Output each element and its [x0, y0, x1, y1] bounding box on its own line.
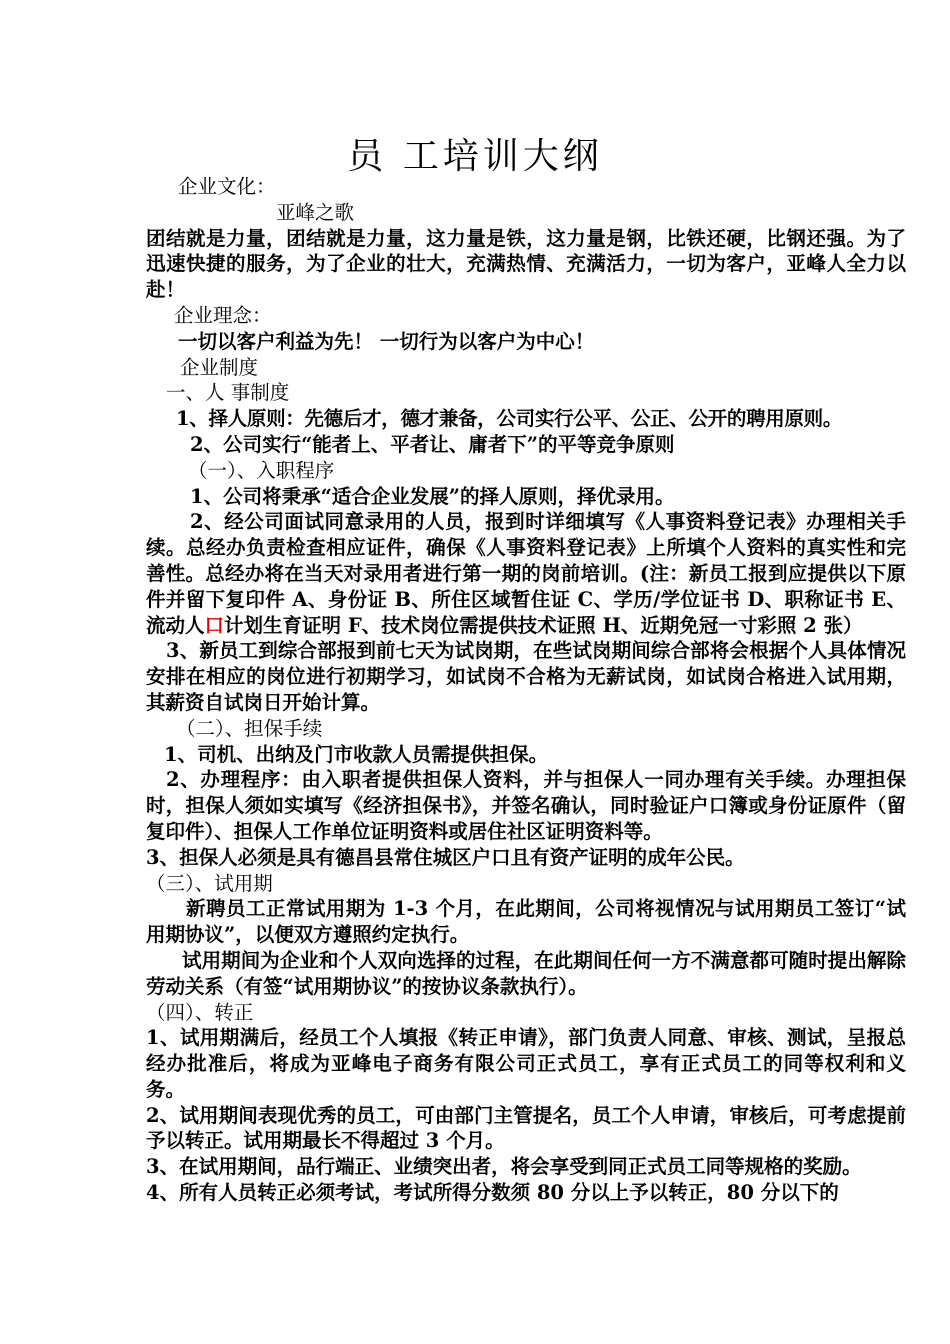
system-heading: 企业制度 — [180, 355, 259, 379]
document-title: 员 工培训大纲 — [347, 136, 603, 177]
section-3-heading: （三）、试用期 — [146, 871, 273, 895]
hr-item-2: 2、公司实行“能者上、平者让、庸者下”的平等竞争原则 — [190, 432, 675, 456]
section-1-item-3-text: 3、新员工到综合部报到前七天为试岗期，在些试岗期间综合部将会根据个人具体情况安排在相应的岗位进行初期学习，如试岗不合格为无薪试岗，如试岗合格进入试用期，其薪资自试岗日开始计算。 — [146, 639, 906, 714]
section-3-paragraph-1-text: 新聘员工正常试用期为 1-3 个月，在此期间，公司将视情况与试用期员工签订“试用期协议”，以便双方遵照约定执行。 — [146, 897, 906, 947]
section-1-item-2-text-b: 计划生育证明 F、技术岗位需提供技术证照 H、近期免冠一寸彩照 2 张） — [224, 613, 863, 637]
section-4-item-4: 4、所有人员转正必须考试，考试所得分数须 80 分以上予以转正，80 分以下的 — [146, 1181, 839, 1205]
section-1-item-2-text-a: 2、经公司面试同意录用的人员，报到时详细填写《人事资料登记表》办理相关手续。总经办负责检查相应证件，确保《人事资料登记表》上所填个人资料的真实性和完善性。总经办将在当天对录用者进行第一期的岗前培训。(注：新员工报到应提供以下原件并留下复印件 A、身份证 B、所住区域暂住证 C、学历/学位证书 D、职称证书 E、流动人 — [146, 510, 906, 637]
hr-heading: 一、人 事制度 — [166, 381, 290, 405]
section-2-item-2 — [146, 767, 906, 844]
song-title: 亚峰之歌 — [276, 200, 355, 224]
section-1-heading: （一）、入职程序 — [188, 458, 335, 482]
section-3-paragraph-2 — [146, 948, 906, 1000]
hr-item-1: 1、择人原则：先德后才，德才兼备，公司实行公平、公正、公开的聘用原则。 — [176, 407, 843, 431]
section-3-paragraph-1 — [146, 896, 906, 948]
section-1-item-3 — [146, 638, 906, 715]
idea-heading: 企业理念： — [174, 303, 272, 327]
section-4-item-2: 2、试用期间表现优秀的员工，可由部门主管提名，员工个人申请，审核后，可考虑提前予以转正。试用期最长不得超过 3 个月。 — [146, 1103, 906, 1153]
idea-text: 一切以客户利益为先！ 一切行为以客户为中心！ — [178, 329, 595, 353]
section-1-item-1: 1、公司将秉承“适合企业发展”的择人原则，择优录用。 — [190, 484, 675, 508]
section-3-paragraph-2-text: 试用期间为企业和个人双向选择的过程，在此期间任何一方不满意都可随时提出解除劳动关系（有签“试用期协议”的按协议条款执行）。 — [146, 948, 906, 998]
document-body — [146, 174, 906, 1206]
section-4-item-3: 3、在试用期间，品行端正、业绩突出者，将会享受到同正式员工同等规格的奖励。 — [146, 1155, 862, 1179]
section-2-item-1: 1、司机、出纳及门市收款人员需提供担保。 — [164, 742, 549, 766]
section-2-heading: （二）、担保手续 — [176, 716, 323, 740]
section-4-heading: （四）、转正 — [146, 1000, 254, 1024]
section-1-item-2 — [146, 509, 906, 638]
section-2-item-3: 3、担保人必须是具有德昌县常住城区户口且有资产证明的成年公民。 — [146, 845, 745, 869]
section-4-item-1: 1、试用期满后，经员工个人填报《转正申请》，部门负责人同意、审核、测试，呈报总经办批准后，将成为亚峰电子商务有限公司正式员工，享有正式员工的同等权利和义务。 — [146, 1026, 906, 1101]
song-paragraph: 团结就是力量，团结就是力量，这力量是铁，这力量是钢，比铁还硬，比钢还强。为了迅速快捷的服务，为了企业的壮大，充满热情、充满活力，一切为客户，亚峰人全力以赴！ — [146, 226, 906, 302]
section-2-item-2-text: 2、办理程序：由入职者提供担保人资料，并与担保人一同办理有关手续。办理担保时，担保人须如实填写《经济担保书》，并签名确认，同时验证户口簿或身份证原件（留复印件）、担保人工作单位证明资料或居住社区证明资料等。 — [146, 768, 906, 843]
culture-heading: 企业文化： — [178, 175, 276, 198]
section-1-item-2-red-char: 口 — [204, 613, 225, 637]
